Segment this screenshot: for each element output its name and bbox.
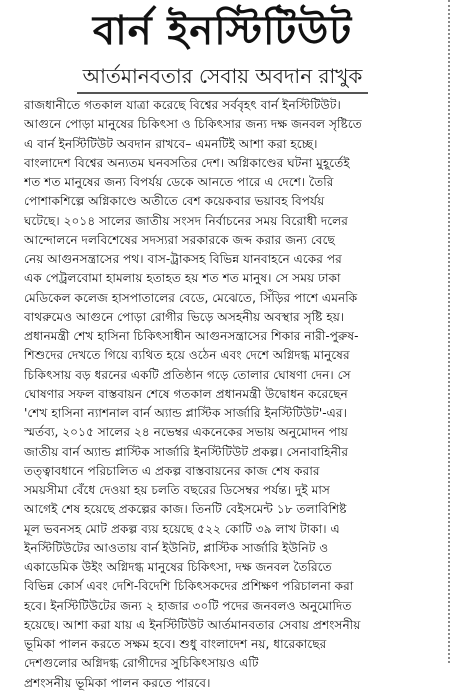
body-line: আগুনে পোড়া মানুষের চিকিৎসা ও চিকিৎসার জন্য দক্ষ জনবল সৃষ্টিতে — [24, 117, 362, 132]
body-line: ভূমিকা পালন করতে সক্ষম হবে। শুধু বাংলাদেশ নয়, ধারেকাছের — [24, 637, 327, 651]
body-line: বিভিন্ন কোর্স এবং দেশি-বিদেশি চিকিৎসকদের প্রশিক্ষণ পরিচালনা করা — [24, 579, 354, 594]
body-line: এ বার্ন ইনস্টিটিউট অবদান রাখবে– এমনটিই আশা করা হচ্ছে। — [24, 136, 318, 151]
body-line: নেয় আগুনসন্ত্রাসের পথ। বাস-ট্রাকসহ বিভিন্ন যানবাহনে একের পর — [24, 252, 342, 266]
body-line: রাজধানীতে গতকাল যাত্রা করেছে বিশ্বের সর্ববৃহৎ বার্ন ইনস্টিটিউট। — [24, 98, 341, 112]
body-line: সময়সীমা বেঁধে দেওয়া হয় চলতি বছরের ডিসেম্বর পর্যন্ত। দুই মাস — [24, 483, 330, 497]
subheadline-container — [0, 62, 445, 94]
body-line: আগেই শেষ হয়েছে প্রকল্পের কাজ। তিনটি বেইসমেন্ট ১৮ তলাবিশিষ্ট — [24, 502, 347, 517]
body-line: প্রশংসনীয় ভূমিকা পালন করতে পারবে। — [24, 675, 211, 690]
article-subheadline: আর্তমানবতার সেবায় অবদান রাখুক — [77, 62, 369, 94]
body-line: হবে। ইনস্টিটিউটের জন্য ২ হাজার ৩০টি পদের জনবলও অনুমোদিত — [24, 598, 352, 613]
body-line: দেশগুলোর অগ্নিদগ্ধ রোগীদের সুচিকিৎসায়ও এটি — [24, 656, 259, 671]
dotted-column-rule — [448, 0, 450, 663]
body-line: শিশুদের দেখতে গিয়ে ব্যথিত হয়ে ওঠেন এবং দেশে অগ্নিদগ্ধ মানুষের — [24, 348, 350, 363]
body-line: জাতীয় বার্ন অ্যান্ড প্লাস্টিক সার্জারি ইনস্টিটিউট প্রকল্প। সেনাবাহিনীর — [24, 444, 349, 459]
body-line: ঘোষণার সফল বাস্তবায়ন শেষে গতকাল প্রধানমন্ত্রী উদ্বোধন করেছেন — [24, 386, 348, 401]
article-body — [24, 96, 439, 693]
body-line: পোশাকশিল্পে অগ্নিকাণ্ডে অতীতে বেশ কয়েকবার ভয়াবহ বিপর্যয় — [24, 194, 325, 209]
body-line: তত্ত্বাবধানে পরিচালিত এ প্রকল্প বাস্তবায়নের কাজ শেষ করার — [24, 463, 320, 478]
body-line: এক পেট্রলবোমা হামলায় হতাহত হয় শত শত মানুষ। সে সময় ঢাকা — [24, 271, 341, 286]
body-line: ঘটেছে। ২০১৪ সালের জাতীয় সংসদ নির্বাচনের সময় বিরোধী দলের — [24, 213, 348, 228]
body-line: ইনস্টিটিউটের আওতায় বার্ন ইউনিট, প্লাস্টিক সার্জারি ইউনিট ও — [24, 540, 329, 555]
body-line: চিকিৎসায় বড় ধরনের একটি প্রতিষ্ঠান গড়ে তোলার ঘোষণা দেন। সে — [24, 367, 351, 382]
body-line: হয়েছে। আশা করা যায় এ ইনস্টিটিউট আর্তমানবতার সেবায় প্রশংসনীয় — [24, 617, 361, 632]
article-headline: বার্ন ইনস্টিটিউট — [92, 8, 353, 54]
body-line: প্রধানমন্ত্রী শেখ হাসিনা চিকিৎসাধীন আগুনসন্ত্রাসের শিকার নারী-পুরুষ- — [24, 329, 359, 343]
body-line: স্মর্তব্য, ২০১৫ সালের ২৪ নভেম্বর একনেকের সভায় অনুমোদন পায় — [24, 425, 348, 440]
body-line: আন্দোলনে দলবিশেষের সদস্যরা সরকারকে জব্দ করার জন্য বেছে — [24, 232, 335, 247]
body-line: বাংলাদেশ বিশ্বের অন্যতম ঘনবসতির দেশ। অগ্নিকাণ্ডের ঘটনা মুহূর্তেই — [24, 155, 350, 170]
body-line: শত শত মানুষের জন্য বিপর্যয় ডেকে আনতে পারে এ দেশে। তৈরি — [24, 175, 334, 189]
body-line: মেডিকেল কলেজ হাসপাতালের বেডে, মেঝেতে, সিঁড়ির পাশে এমনকি — [24, 290, 358, 305]
body-line: মূল ভবনসহ মোট প্রকল্প ব্যয় হয়েছে ৫২২ কোটি ৩৯ লাখ টাকা। এ — [24, 521, 340, 536]
body-line: বাথরুমেও আগুনে পোড়া রোগীর ভিড়ে অসহনীয় অবস্থার সৃষ্টি হয়। — [24, 309, 345, 324]
body-line: 'শেখ হাসিনা ন্যাশনাল বার্ন অ্যান্ড প্লাস্টিক সার্জারি ইনস্টিটিউট'-এর। — [24, 406, 347, 420]
body-line: একাডেমিক উইং অগ্নিদগ্ধ মানুষের চিকিৎসা, দক্ষ জনবল তৈরিতে — [24, 560, 332, 574]
